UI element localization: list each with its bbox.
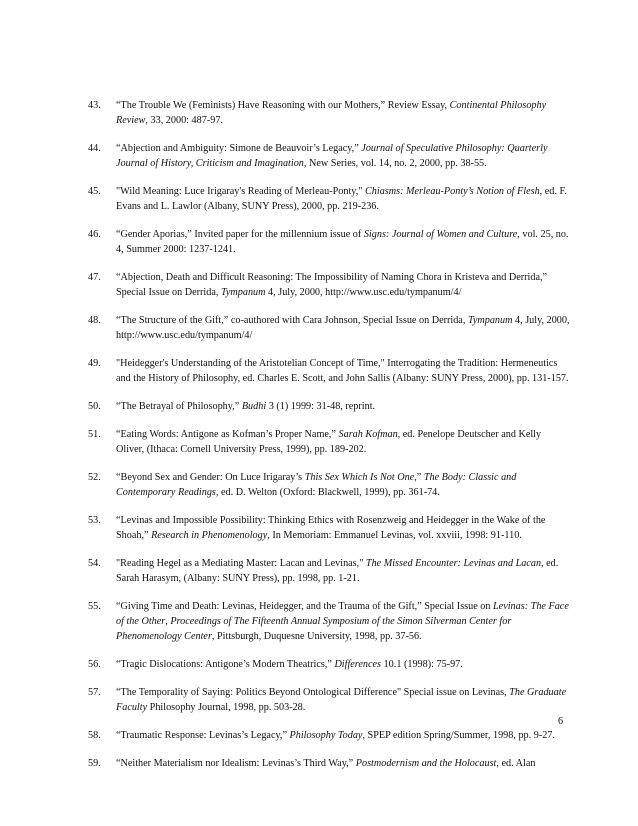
bibliography-entry: [88, 141, 571, 171]
citation-italic-segment: Philosophy Today: [289, 730, 363, 741]
citation-segment: , ed. Alan: [496, 758, 536, 769]
citation-segment: “Beyond Sex and Gender: On Luce Irigaray’s: [116, 472, 305, 483]
citation-italic-segment: The Body: Classic and Contemporary Readings,: [116, 472, 517, 498]
entry-citation: [116, 358, 569, 384]
citation-segment: “Gender Aporias,” Invited paper for the millennium issue of: [116, 229, 364, 240]
citation-italic-segment: The Graduate Faculty: [116, 687, 567, 713]
citation-segment: “The Trouble We (Feminists) Have Reasoning with our Mothers,” Review Essay,: [116, 100, 450, 111]
entry-citation: [116, 687, 566, 713]
entry-citation: [116, 401, 375, 412]
citation-segment: , New Series, vol. 14, no. 2, 2000, pp. 38-55.: [303, 158, 487, 169]
citation-segment: , SPEP edition Spring/Summer, 1998, pp. 9-27.: [362, 730, 555, 741]
entry-citation: [116, 272, 547, 298]
citation-segment: “The Temporality of Saying: Politics Beyond Ontological Difference" Special issue on Levinas,: [116, 687, 510, 698]
entry-citation: [116, 659, 463, 670]
entry-number: 46.: [88, 229, 101, 240]
citation-segment: , vol. 25, no. 4, Summer 2000: 1237-1241.: [116, 229, 569, 255]
citation-segment: , ed. Sarah Harasym, (Albany: SUNY Press), pp. 1998, pp. 1-21.: [116, 558, 559, 584]
entry-number: 47.: [88, 272, 101, 283]
entry-number: 57.: [88, 687, 101, 698]
citation-segment: ,: [165, 616, 171, 627]
entry-number: 44.: [88, 143, 101, 154]
entry-citation: [116, 601, 569, 642]
bibliography-entry: [88, 685, 571, 715]
page-number: 6: [558, 716, 564, 727]
citation-italic-segment: Postmodernism and the Holocaust: [355, 758, 497, 769]
entry-citation: [116, 143, 547, 169]
citation-segment: , Pittsburgh, Duquesne University, 1998, pp. 37-56.: [211, 631, 422, 642]
citation-italic-segment: The Missed Encounter: Levinas and Lacan: [365, 558, 542, 569]
bibliography-entry: [88, 599, 571, 644]
citation-segment: 3 (1) 1999: 31-48, reprint.: [266, 401, 376, 412]
citation-segment: "Reading Hegel as a Mediating Master: Lacan and Levinas,": [116, 558, 366, 569]
bibliography-entry: [88, 556, 571, 586]
citation-segment: "Wild Meaning: Luce Irigaray's Reading of Merleau-Ponty,": [116, 186, 365, 197]
citation-italic-segment: Signs: Journal of Women and Culture: [363, 229, 518, 240]
bibliography-entry: [88, 184, 571, 214]
citation-segment: “The Structure of the Gift,” co-authored with Cara Johnson, Special Issue on Derrida,: [116, 315, 468, 326]
entry-number: 50.: [88, 401, 101, 412]
bibliography-entry: [88, 513, 571, 543]
entry-number: 43.: [88, 100, 101, 111]
bibliography-entry: [88, 657, 571, 672]
citation-segment: , ed. Penelope Deutscher and Kelly Oliver, (Ithaca: Cornell University Press, 1999), pp. 189-202.: [116, 429, 542, 455]
citation-segment: , 33, 2000: 487-97.: [145, 115, 223, 126]
citation-segment: 10.1 (1998): 75-97.: [381, 659, 463, 670]
bibliography-entry: [88, 728, 571, 743]
citation-italic-segment: Chiasms: Merleau-Ponty’s Notion of Flesh: [364, 186, 540, 197]
entry-number: 45.: [88, 186, 101, 197]
citation-segment: “Abjection and Ambiguity: Simone de Beauvoir’s Legacy,”: [116, 143, 362, 154]
citation-italic-segment: This Sex Which Is Not One: [304, 472, 415, 483]
entry-citation: [116, 429, 541, 455]
citation-italic-segment: Tympanum: [467, 315, 513, 326]
citation-segment: , ed. F. Evans and L. Lawlor (Albany, SUNY Press), 2000, pp. 219-236.: [116, 186, 567, 212]
entry-number: 56.: [88, 659, 101, 670]
citation-segment: “Abjection, Death and Difficult Reasoning: The Impossibility of Naming Chora in Kristeva and Derrida,” Special Issue on Derrida,: [116, 272, 548, 298]
entry-number: 51.: [88, 429, 101, 440]
entry-number: 52.: [88, 472, 101, 483]
entry-citation: [116, 186, 567, 212]
citation-italic-segment: Research in Phenomenology: [151, 530, 268, 541]
citation-italic-segment: Sarah Kofman: [338, 429, 398, 440]
citation-segment: “The Betrayal of Philosophy,”: [116, 401, 242, 412]
citation-segment: “Tragic Dislocations: Antigone’s Modern Theatrics,”: [116, 659, 335, 670]
citation-italic-segment: Differences: [334, 659, 382, 670]
entry-citation: [116, 515, 545, 541]
entry-number: 55.: [88, 601, 101, 612]
bibliography-entry: [88, 98, 571, 128]
entry-number: 58.: [88, 730, 101, 741]
bibliography-entry: [88, 470, 571, 500]
citation-segment: “Eating Words: Antigone as Kofman’s Proper Name,”: [116, 429, 339, 440]
bibliography-entry: [88, 270, 571, 300]
entry-citation: [116, 229, 569, 255]
entry-citation: [116, 558, 558, 584]
citation-italic-segment: Tympanum: [220, 287, 266, 298]
bibliography-entry: [88, 399, 571, 414]
citation-segment: 4, July, 2000, http://www.usc.edu/tympanum/4/: [265, 287, 462, 298]
citation-segment: “Giving Time and Death: Levinas, Heidegger, and the Trauma of the Gift,” Special Issue on: [116, 601, 494, 612]
citation-italic-segment: Budhi: [241, 401, 267, 412]
entry-citation: [116, 758, 535, 769]
entry-citation: [116, 472, 516, 498]
citation-italic-segment: Proceedings of The Fifteenth Annual Symposium of the Simon Silverman Center for Phenomenology Center: [116, 616, 512, 642]
entry-number: 49.: [88, 358, 101, 369]
citation-segment: ,”: [414, 472, 424, 483]
bibliography-entry: [88, 756, 571, 771]
bibliography-entry: [88, 356, 571, 386]
entry-citation: [116, 730, 555, 741]
citation-italic-segment: Continental Philosophy Review: [116, 100, 547, 126]
citation-italic-segment: Levinas: The Face of the Other: [116, 601, 569, 627]
citation-segment: Philosophy Journal, 1998, pp. 503-28.: [147, 702, 306, 713]
entry-number: 59.: [88, 758, 101, 769]
entry-number: 48.: [88, 315, 101, 326]
citation-segment: ed. D. Welton (Oxford: Blackwell, 1999), pp. 361-74.: [218, 487, 440, 498]
bibliography-entry: [88, 427, 571, 457]
bibliography-entry: [88, 313, 571, 343]
bibliography-entry: [88, 227, 571, 257]
bibliography-list: [0, 98, 638, 784]
citation-segment: “Traumatic Response: Levinas’s Legacy,”: [116, 730, 290, 741]
citation-segment: “Neither Materialism nor Idealism: Levinas’s Third Way,”: [116, 758, 356, 769]
entry-citation: [116, 100, 546, 126]
citation-segment: “Levinas and Impossible Possibility: Thinking Ethics with Rosenzweig and Heidegger in the Wake of the Shoah,”: [116, 515, 546, 541]
citation-segment: , In Memoriam: Emmanuel Levinas, vol. xxviii, 1998: 91-110.: [267, 530, 522, 541]
citation-italic-segment: Journal of Speculative Philosophy: Quarterly Journal of History, Criticism and Imagination: [116, 143, 548, 169]
entry-number: 54.: [88, 558, 101, 569]
entry-number: 53.: [88, 515, 101, 526]
citation-segment: "Heidegger's Understanding of the Aristotelian Concept of Time," Interrogating the Tradition: Hermeneutics and the History of Philosophy, ed. Charles E. Scott, and John Sallis (Albany: SUNY Press, 2000), pp. 131-157.: [116, 358, 569, 384]
entry-citation: [116, 315, 570, 341]
citation-segment: 4, July, 2000, http://www.usc.edu/tympanum/4/: [116, 315, 570, 341]
